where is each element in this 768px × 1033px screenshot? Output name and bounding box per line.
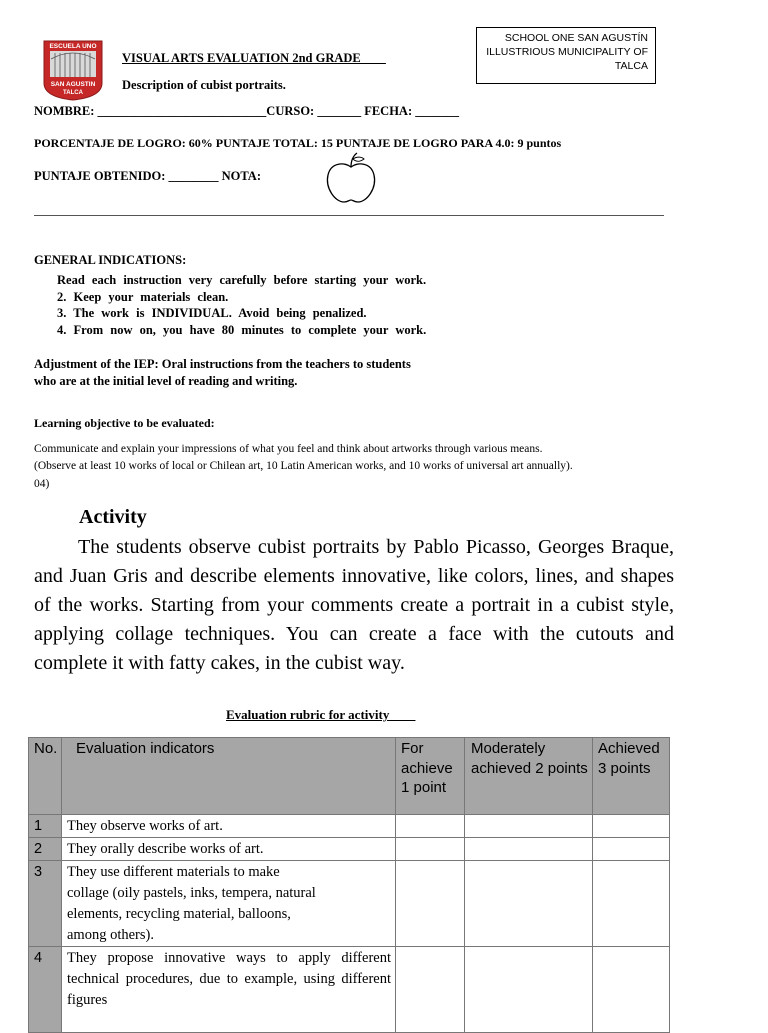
row-number: 4	[29, 947, 62, 1033]
score-cell[interactable]	[465, 815, 593, 838]
school-line: TALCA	[614, 60, 648, 72]
header-no: No.	[29, 738, 62, 815]
indication-item: 3. The work is INDIVIDUAL. Avoid being penalized.	[57, 306, 367, 320]
score-cell[interactable]	[396, 815, 465, 838]
table-row	[29, 947, 670, 1033]
puntaje-nota-line: PUNTAJE OBTENIDO: ________ NOTA:	[34, 169, 261, 183]
row-indicator: They observe works of art.	[62, 815, 396, 838]
rubric-header-row	[29, 738, 670, 815]
nombre-curso-fecha-line: NOMBRE: ___________________________CURSO: _______ FECHA: _______	[34, 104, 459, 118]
score-cell[interactable]	[593, 861, 670, 947]
school-line: ILLUSTRIOUS MUNICIPALITY OF	[486, 46, 648, 58]
header-two-points: Moderately achieved 2 points	[465, 738, 593, 815]
general-indications-title: GENERAL INDICATIONS:	[34, 253, 187, 267]
score-cell[interactable]	[396, 861, 465, 947]
logo-text-mid: SAN AGUSTIN	[50, 81, 96, 88]
header-indicators: Evaluation indicators	[62, 738, 396, 815]
activity-description: The students observe cubist portraits by Pablo Picasso, Georges Braque, and Juan Gris and describe elements innovative, like colors, lines, and shapes of the works. Starting from your comments create a portrait in a cubist style, applying collage techniques. You can create a face with the cutouts and complete it with fatty cakes, in the cubist way.	[34, 536, 674, 674]
table-row	[29, 815, 670, 838]
indication-item: 2. Keep your materials clean.	[57, 290, 229, 304]
evaluation-title: VISUAL ARTS EVALUATION 2nd GRADE____	[122, 51, 386, 65]
score-cell[interactable]	[593, 947, 670, 1033]
header-divider	[34, 215, 664, 216]
row-number: 2	[29, 838, 62, 861]
evaluation-rubric-table	[28, 737, 670, 1033]
header-three-points: Achieved 3 points	[593, 738, 670, 815]
row-number: 3	[29, 861, 62, 947]
score-cell[interactable]	[396, 947, 465, 1033]
score-cell[interactable]	[465, 838, 593, 861]
score-cell[interactable]	[465, 861, 593, 947]
score-cell[interactable]	[593, 815, 670, 838]
porcentaje-line: PORCENTAJE DE LOGRO: 60% PUNTAJE TOTAL: 15 PUNTAJE DE LOGRO PARA 4.0: 9 puntos	[34, 136, 562, 150]
apple-icon	[323, 150, 379, 210]
score-cell[interactable]	[396, 838, 465, 861]
row-indicator: They propose innovative ways to apply different technical procedures, due to example, using different figures	[62, 947, 396, 1033]
header-one-point: For achieve 1 point	[396, 738, 465, 815]
learning-objective-line: Communicate and explain your impressions of what you feel and think about artworks through various means.	[34, 443, 543, 455]
activity-title: Activity	[79, 506, 147, 528]
school-line: SCHOOL ONE SAN AGUSTÍN	[504, 32, 648, 44]
table-row	[29, 838, 670, 861]
indication-item: Read each instruction very carefully before starting your work.	[57, 273, 427, 287]
school-logo	[41, 39, 105, 101]
row-indicator: They orally describe works of art.	[62, 838, 396, 861]
iep-adjustment-line: Adjustment of the IEP: Oral instructions from the teachers to students	[34, 357, 411, 371]
learning-objective-line: (Observe at least 10 works of local or Chilean art, 10 Latin American works, and 10 works of universal art annually).	[34, 460, 573, 472]
indication-item: 4. From now on, you have 80 minutes to complete your work.	[57, 323, 427, 337]
learning-objective-line: 04)	[34, 478, 50, 490]
logo-text-bottom: TALCA	[63, 90, 83, 96]
learning-objective-title: Learning objective to be evaluated:	[34, 416, 215, 430]
evaluation-subtitle: Description of cubist portraits.	[122, 78, 286, 92]
school-info-box	[476, 27, 656, 84]
iep-adjustment-line: who are at the initial level of reading and writing.	[34, 374, 298, 388]
score-cell[interactable]	[465, 947, 593, 1033]
score-cell[interactable]	[593, 838, 670, 861]
table-row	[29, 861, 670, 947]
row-number: 1	[29, 815, 62, 838]
row-indicator: They use different materials to make collage (oily pastels, inks, tempera, natural elements, recycling material, balloons, among others).	[62, 861, 396, 947]
logo-text-top: ESCUELA UNO	[49, 43, 97, 50]
rubric-title: Evaluation rubric for activity____	[226, 707, 416, 722]
